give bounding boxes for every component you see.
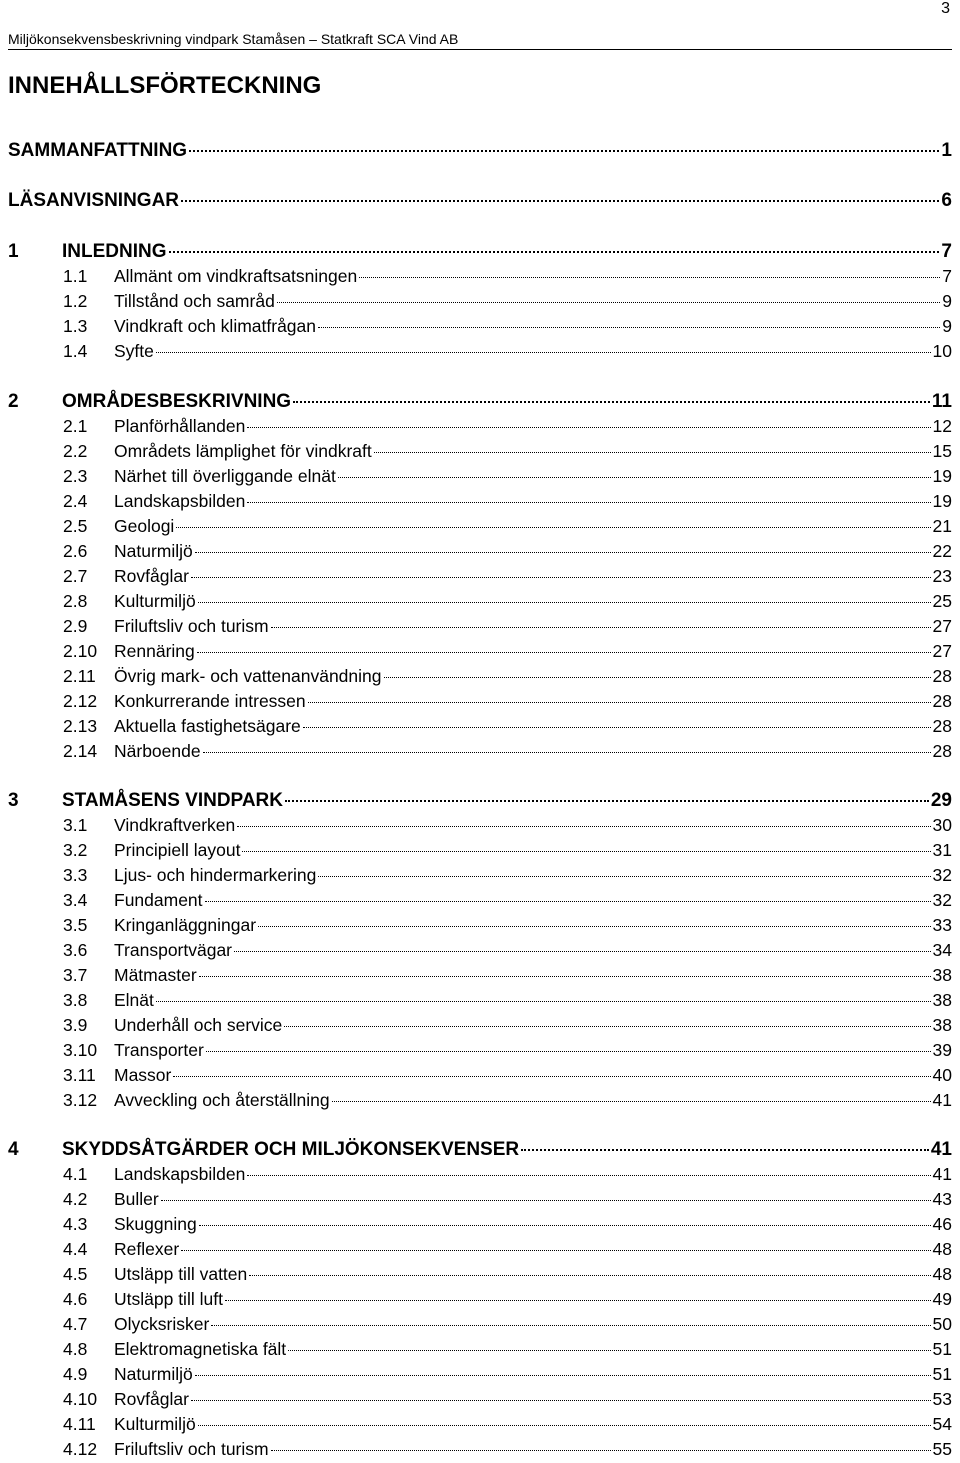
toc-entry-number: 3.10 — [63, 1040, 98, 1060]
dot-leader — [374, 452, 931, 453]
toc-entry-number: 4.6 — [63, 1289, 88, 1309]
toc-entry-number: 2 — [8, 391, 19, 412]
toc-entry-number: 4.2 — [63, 1189, 88, 1209]
toc-entry-title: Rennäring — [114, 641, 195, 661]
dot-leader — [284, 1026, 930, 1027]
toc-entry-page: 51 — [932, 1364, 952, 1384]
toc-entry-number: 1.4 — [63, 341, 88, 361]
toc-entry[interactable] — [8, 940, 952, 961]
toc-entry-page: 28 — [932, 716, 952, 736]
dot-leader — [205, 901, 931, 902]
toc-entry-number: 2.13 — [63, 716, 98, 736]
toc-entry[interactable] — [8, 1264, 952, 1285]
dot-leader — [247, 502, 930, 503]
toc-entry-number: 3 — [8, 790, 19, 811]
toc-entry[interactable] — [8, 140, 952, 162]
toc-entry-page: 23 — [932, 566, 952, 586]
toc-entry-number: 2.7 — [63, 566, 88, 586]
toc-entry-number: 2.1 — [63, 416, 88, 436]
toc-entry-number: 1.2 — [63, 291, 88, 311]
toc-entry-page: 28 — [932, 691, 952, 711]
toc-entry-title: Avveckling och återställning — [114, 1090, 330, 1110]
toc-entry[interactable] — [8, 1339, 952, 1360]
dot-leader — [359, 277, 940, 278]
toc-entry-page: 54 — [932, 1414, 952, 1434]
toc-entry-title: Konkurrerande intressen — [114, 691, 306, 711]
toc-entry-page: 19 — [932, 466, 952, 486]
toc-entry-page: 39 — [932, 1040, 952, 1060]
toc-entry[interactable] — [8, 990, 952, 1011]
toc-entry[interactable] — [8, 840, 952, 861]
toc-entry-page: 6 — [941, 190, 952, 211]
toc-entry[interactable] — [8, 190, 952, 212]
toc-entry-number: 4.5 — [63, 1264, 88, 1284]
toc-entry-title: Allmänt om vindkraftsatsningen — [114, 266, 358, 286]
toc-entry[interactable] — [8, 516, 952, 537]
toc-entry[interactable] — [8, 266, 952, 287]
dot-leader — [181, 200, 939, 202]
dot-leader — [191, 1400, 931, 1401]
toc-entry[interactable] — [8, 1015, 952, 1036]
dot-leader — [288, 1350, 930, 1351]
dot-leader — [198, 1425, 931, 1426]
toc-entry-page: 41 — [932, 1164, 952, 1184]
toc-entry-number: 4.7 — [63, 1314, 88, 1334]
toc-entry-title: Olycksrisker — [114, 1314, 210, 1334]
toc-entry-title: Utsläpp till vatten — [114, 1264, 248, 1284]
toc-entry-page: 51 — [932, 1339, 952, 1359]
toc-entry-number: 4.8 — [63, 1339, 88, 1359]
dot-leader — [247, 427, 930, 428]
toc-entry-title: Buller — [114, 1189, 159, 1209]
dot-leader — [211, 1325, 930, 1326]
toc-entry-page: 55 — [932, 1439, 952, 1459]
toc-entry-title: Mätmaster — [114, 965, 197, 985]
toc-entry-number: 3.4 — [63, 890, 88, 910]
dot-leader — [156, 1001, 931, 1002]
dot-leader — [318, 876, 930, 877]
toc-entry[interactable] — [8, 316, 952, 337]
toc-entry-title: SKYDDSÅTGÄRDER OCH MILJÖKONSEKVENSER — [62, 1139, 520, 1160]
toc-entry-page: 7 — [942, 266, 952, 286]
toc-entry-number: 2.11 — [63, 666, 96, 686]
toc-entry-page: 50 — [932, 1314, 952, 1334]
toc-entry-page: 12 — [932, 416, 952, 436]
toc-entry-number: 3.6 — [63, 940, 88, 960]
toc-entry-number: 1 — [8, 241, 19, 262]
toc-entry-page: 9 — [942, 316, 952, 336]
toc-entry-title: Utsläpp till luft — [114, 1289, 223, 1309]
toc-entry-number: 4.10 — [63, 1389, 98, 1409]
toc-entry[interactable] — [8, 641, 952, 662]
toc-entry[interactable] — [8, 1164, 952, 1185]
toc-entry[interactable] — [8, 865, 952, 886]
toc-entry-page: 38 — [932, 965, 952, 985]
toc-entry-number: 1.1 — [63, 266, 88, 286]
toc-entry[interactable] — [8, 566, 952, 587]
toc-entry-number: 2.8 — [63, 591, 88, 611]
toc-entry-page: 32 — [932, 865, 952, 885]
toc-entry-page: 28 — [932, 741, 952, 761]
toc-entry[interactable] — [8, 541, 952, 562]
toc-entry-page: 48 — [932, 1239, 952, 1259]
toc-entry-number: 3.12 — [63, 1090, 98, 1110]
toc-entry-page: 46 — [932, 1214, 952, 1234]
toc-entry-title: Fundament — [114, 890, 203, 910]
toc-entry-number: 2.12 — [63, 691, 98, 711]
toc-entry-page: 22 — [932, 541, 952, 561]
toc-entry-number: 2.4 — [63, 491, 88, 511]
toc-entry[interactable] — [8, 890, 952, 911]
toc-entry[interactable] — [8, 591, 952, 612]
toc-entry-page: 27 — [932, 641, 952, 661]
toc-entry-title: Kulturmiljö — [114, 591, 196, 611]
toc-entry-number: 4 — [8, 1139, 19, 1160]
dot-leader — [271, 1450, 931, 1451]
toc-entry-page: 53 — [932, 1389, 952, 1409]
toc-entry-page: 49 — [932, 1289, 952, 1309]
toc-entry-title: Vindkraftverken — [114, 815, 236, 835]
dot-leader — [225, 1300, 931, 1301]
toc-entry-page: 38 — [932, 990, 952, 1010]
toc-entry-title: Friluftsliv och turism — [114, 616, 269, 636]
toc-entry-page: 33 — [932, 915, 952, 935]
toc-entry-page: 40 — [932, 1065, 952, 1085]
toc-entry-title: Reflexer — [114, 1239, 180, 1259]
toc-entry-title: Transporter — [114, 1040, 204, 1060]
dot-leader — [173, 1076, 930, 1077]
toc-entry-title: Naturmiljö — [114, 1364, 193, 1384]
toc-entry-page: 41 — [930, 1139, 952, 1160]
toc-entry[interactable] — [8, 1289, 952, 1310]
toc-entry[interactable] — [8, 291, 952, 312]
dot-leader — [189, 150, 939, 152]
toc-entry-title: Kulturmiljö — [114, 1414, 196, 1434]
toc-entry-number: 4.1 — [63, 1164, 88, 1184]
toc-entry[interactable] — [8, 466, 952, 487]
dot-leader — [242, 851, 930, 852]
toc-entry-number: 4.3 — [63, 1214, 88, 1234]
dot-leader — [384, 677, 931, 678]
toc-entry[interactable] — [8, 1239, 952, 1260]
toc-entry-number: 4.4 — [63, 1239, 88, 1259]
toc-entry-title: Områdets lämplighet för vindkraft — [114, 441, 372, 461]
toc-entry-page: 48 — [932, 1264, 952, 1284]
toc-entry-page: 43 — [932, 1189, 952, 1209]
toc-entry-number: 1.3 — [63, 316, 88, 336]
dot-leader — [176, 527, 930, 528]
dot-leader — [318, 327, 940, 328]
dot-leader — [206, 1051, 931, 1052]
toc-entry[interactable] — [8, 790, 952, 812]
dot-leader — [169, 251, 940, 253]
toc-entry-title: Kringanläggningar — [114, 915, 257, 935]
toc-entry[interactable] — [8, 441, 952, 462]
toc-entry-title: Transportvägar — [114, 940, 233, 960]
running-header: Miljökonsekvensbeskrivning vindpark Stamåsen – Statkraft SCA Vind AB — [8, 30, 952, 50]
dot-leader — [277, 302, 940, 303]
toc-heading: INNEHÅLLSFÖRTECKNING — [8, 72, 322, 99]
dot-leader — [161, 1200, 931, 1201]
toc-entry[interactable] — [8, 391, 952, 413]
toc-entry-title: STAMÅSENS VINDPARK — [62, 790, 283, 811]
toc-entry-number: 2.10 — [63, 641, 98, 661]
toc-entry[interactable] — [8, 691, 952, 712]
toc-entry[interactable] — [8, 1189, 952, 1210]
toc-entry-title: Ljus- och hindermarkering — [114, 865, 317, 885]
toc-entry-title: Elektromagnetiska fält — [114, 1339, 287, 1359]
toc-entry[interactable] — [8, 1090, 952, 1111]
toc-entry-title: Aktuella fastighetsägare — [114, 716, 301, 736]
toc-entry-page: 25 — [932, 591, 952, 611]
toc-entry-number: 3.3 — [63, 865, 88, 885]
dot-leader — [332, 1101, 931, 1102]
page-number: 3 — [941, 0, 950, 17]
toc-entry-page: 28 — [932, 666, 952, 686]
toc-entry[interactable] — [8, 1040, 952, 1061]
dot-leader — [198, 602, 931, 603]
dot-leader — [197, 652, 931, 653]
toc-entry-title: Landskapsbilden — [114, 1164, 246, 1184]
toc-entry-page: 1 — [941, 140, 952, 161]
toc-entry-page: 21 — [932, 516, 952, 536]
toc-entry-title: Närhet till överliggande elnät — [114, 466, 336, 486]
dot-leader — [338, 477, 931, 478]
toc-entry-title: Planförhållanden — [114, 416, 246, 436]
toc-entry-number: 4.12 — [63, 1439, 98, 1459]
toc-entry-title: LÄSANVISNINGAR — [8, 190, 180, 211]
dot-leader — [271, 627, 931, 628]
toc-entry-title: Närboende — [114, 741, 201, 761]
dot-leader — [521, 1149, 929, 1151]
toc-entry-page: 10 — [932, 341, 952, 361]
toc-entry-number: 2.5 — [63, 516, 88, 536]
dot-leader — [181, 1250, 930, 1251]
dot-leader — [308, 702, 931, 703]
toc-entry[interactable] — [8, 1414, 952, 1435]
toc-entry-title: Vindkraft och klimatfrågan — [114, 316, 317, 336]
toc-entry[interactable] — [8, 341, 952, 362]
toc-entry-page: 9 — [942, 291, 952, 311]
toc-entry-page: 15 — [932, 441, 952, 461]
toc-entry-title: Rovfåglar — [114, 1389, 189, 1409]
toc-entry-number: 2.3 — [63, 466, 88, 486]
toc-entry-title: Syfte — [114, 341, 154, 361]
toc-entry-number: 3.9 — [63, 1015, 88, 1035]
toc-entry[interactable] — [8, 1214, 952, 1235]
toc-entry-title: Elnät — [114, 990, 154, 1010]
dot-leader — [258, 926, 930, 927]
toc-entry[interactable] — [8, 616, 952, 637]
dot-leader — [293, 401, 930, 403]
toc-entry[interactable] — [8, 915, 952, 936]
dot-leader — [237, 826, 930, 827]
toc-entry-number: 2.14 — [63, 741, 98, 761]
toc-entry-number: 2.2 — [63, 441, 88, 461]
toc-entry-title: INLEDNING — [62, 241, 167, 262]
toc-entry-page: 29 — [930, 790, 952, 811]
toc-entry[interactable] — [8, 815, 952, 836]
dot-leader — [234, 951, 931, 952]
toc-entry-title: Skuggning — [114, 1214, 197, 1234]
toc-entry[interactable] — [8, 741, 952, 762]
dot-leader — [247, 1175, 930, 1176]
toc-entry-title: Rovfåglar — [114, 566, 189, 586]
toc-entry[interactable] — [8, 666, 952, 687]
toc-entry-page: 19 — [932, 491, 952, 511]
toc-entry-title: Massor — [114, 1065, 172, 1085]
toc-entry[interactable] — [8, 1364, 952, 1385]
dot-leader — [303, 727, 931, 728]
toc-entry[interactable] — [8, 491, 952, 512]
dot-leader — [195, 1375, 931, 1376]
toc-entry-title: Principiell layout — [114, 840, 241, 860]
toc-entry[interactable] — [8, 1389, 952, 1410]
toc-entry-number: 3.11 — [63, 1065, 96, 1085]
dot-leader — [203, 752, 931, 753]
toc-entry-number: 4.9 — [63, 1364, 88, 1384]
toc-entry-title: Landskapsbilden — [114, 491, 246, 511]
toc-entry-title: Övrig mark- och vattenanvändning — [114, 666, 382, 686]
toc-entry-title: OMRÅDESBESKRIVNING — [62, 391, 292, 412]
toc-entry-title: Geologi — [114, 516, 175, 536]
toc-entry-number: 2.6 — [63, 541, 88, 561]
toc-entry[interactable] — [8, 965, 952, 986]
toc-entry-page: 38 — [932, 1015, 952, 1035]
toc-entry-number: 3.7 — [63, 965, 88, 985]
dot-leader — [195, 552, 931, 553]
dot-leader — [199, 1225, 931, 1226]
toc-entry-title: Friluftsliv och turism — [114, 1439, 269, 1459]
dot-leader — [249, 1275, 930, 1276]
toc-entry-page: 11 — [931, 391, 952, 412]
toc-entry-page: 27 — [932, 616, 952, 636]
toc-entry[interactable] — [8, 1139, 952, 1161]
dot-leader — [191, 577, 931, 578]
toc-entry[interactable] — [8, 716, 952, 737]
toc-entry-number: 2.9 — [63, 616, 88, 636]
toc-entry-number: 4.11 — [63, 1414, 96, 1434]
toc-entry-title: Naturmiljö — [114, 541, 193, 561]
toc-entry-number: 3.2 — [63, 840, 88, 860]
toc-entry-page: 31 — [932, 840, 952, 860]
toc-entry-title: Underhåll och service — [114, 1015, 283, 1035]
toc-entry-number: 3.8 — [63, 990, 88, 1010]
toc-entry[interactable] — [8, 416, 952, 437]
toc-entry-page: 32 — [932, 890, 952, 910]
toc-entry[interactable] — [8, 1065, 952, 1086]
dot-leader — [156, 352, 931, 353]
dot-leader — [199, 976, 931, 977]
toc-entry-title: Tillstånd och samråd — [114, 291, 275, 311]
toc-entry[interactable] — [8, 241, 952, 263]
toc-entry[interactable] — [8, 1439, 952, 1460]
toc-entry-number: 3.5 — [63, 915, 88, 935]
toc-entry[interactable] — [8, 1314, 952, 1335]
toc-entry-title: SAMMANFATTNING — [8, 140, 188, 161]
toc-entry-page: 7 — [941, 241, 952, 262]
toc-entry-page: 30 — [932, 815, 952, 835]
toc-entry-page: 34 — [932, 940, 952, 960]
dot-leader — [285, 800, 929, 802]
toc-entry-number: 3.1 — [63, 815, 88, 835]
toc-entry-page: 41 — [932, 1090, 952, 1110]
